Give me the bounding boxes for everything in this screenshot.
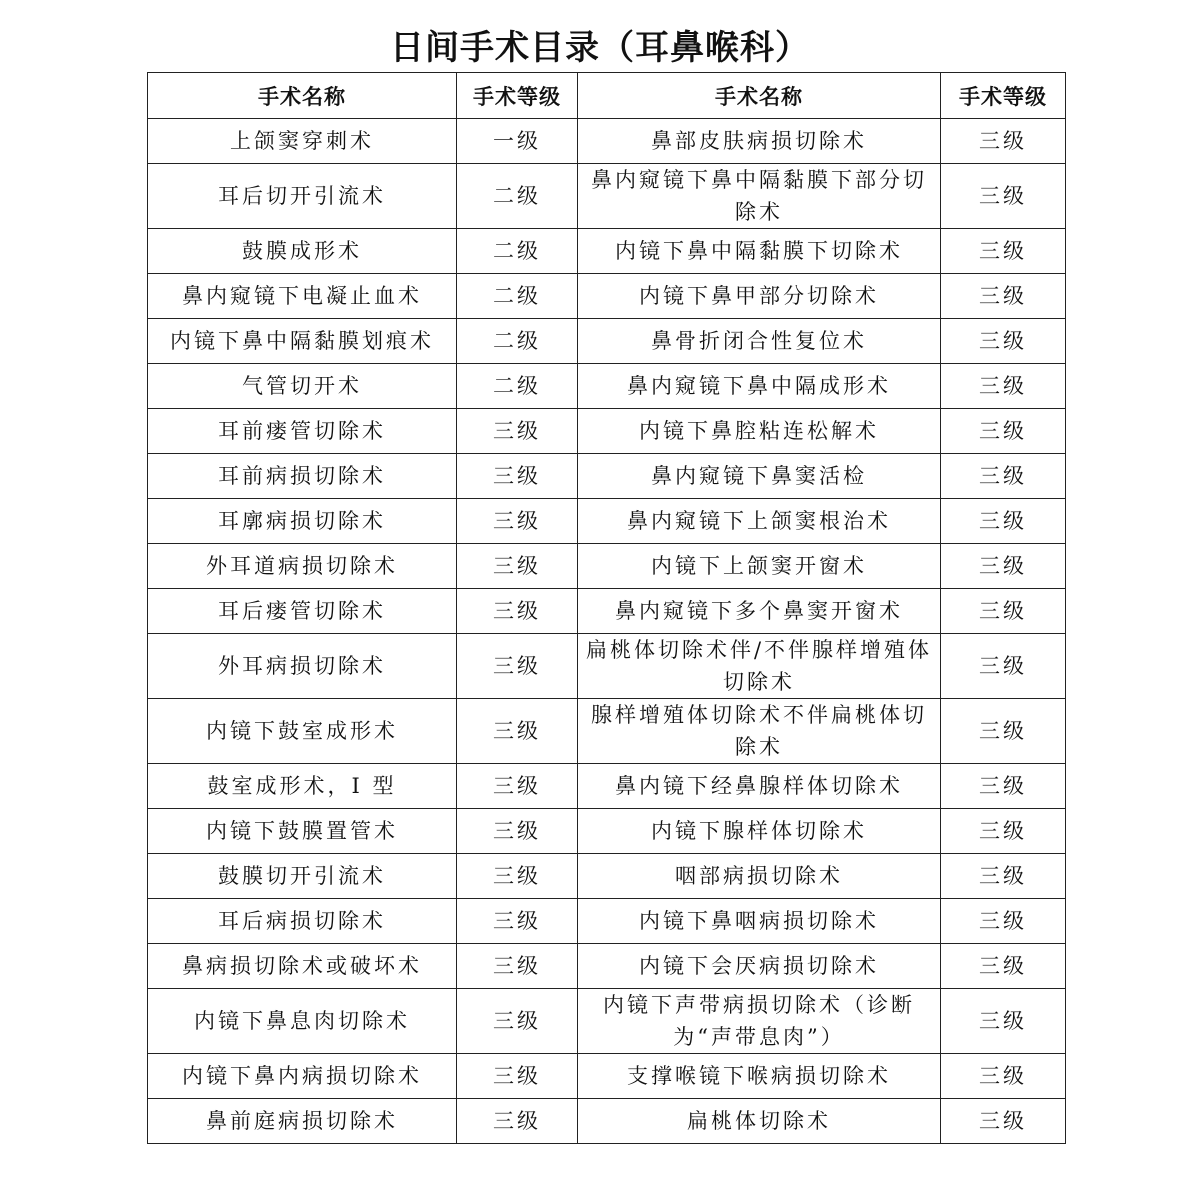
- surgery-level-cell: 三级: [941, 229, 1066, 274]
- table-row: [148, 119, 1066, 164]
- surgery-name-cell: 内镜下鼻内病损切除术: [148, 1054, 457, 1099]
- header-surgery-name-left: 手术名称: [148, 73, 457, 119]
- table-header-row: [148, 73, 1066, 119]
- surgery-name-cell: 耳前瘘管切除术: [148, 409, 457, 454]
- header-surgery-name-right: 手术名称: [578, 73, 941, 119]
- surgery-name-cell: 耳后病损切除术: [148, 899, 457, 944]
- surgery-name-cell: 内镜下腺样体切除术: [578, 809, 941, 854]
- surgery-name-cell: 鼻内窥镜下鼻中隔黏膜下部分切除术: [578, 164, 941, 229]
- surgery-name-cell: 内镜下鼻咽病损切除术: [578, 899, 941, 944]
- surgery-level-cell: 三级: [941, 544, 1066, 589]
- surgery-level-cell: 三级: [941, 809, 1066, 854]
- table-row: [148, 544, 1066, 589]
- surgery-name-cell: 扁桃体切除术伴/不伴腺样增殖体切除术: [578, 634, 941, 699]
- surgery-level-cell: 三级: [941, 944, 1066, 989]
- table-row: [148, 319, 1066, 364]
- surgery-level-cell: 三级: [457, 944, 578, 989]
- surgery-level-cell: 三级: [941, 854, 1066, 899]
- surgery-name-cell: 鼻内窥镜下多个鼻窦开窗术: [578, 589, 941, 634]
- surgery-level-cell: 一级: [457, 119, 578, 164]
- surgery-level-cell: 三级: [941, 764, 1066, 809]
- surgery-level-cell: 三级: [457, 699, 578, 764]
- surgery-name-cell: 耳后瘘管切除术: [148, 589, 457, 634]
- table-row: [148, 854, 1066, 899]
- table-row: [148, 764, 1066, 809]
- surgery-level-cell: 二级: [457, 364, 578, 409]
- surgery-level-cell: 三级: [941, 454, 1066, 499]
- surgery-name-cell: 内镜下声带病损切除术（诊断为“声带息肉”）: [578, 989, 941, 1054]
- surgery-name-cell: 鼓膜成形术: [148, 229, 457, 274]
- surgery-level-cell: 三级: [457, 1099, 578, 1144]
- surgery-name-cell: 内镜下鼻息肉切除术: [148, 989, 457, 1054]
- table-row: [148, 1054, 1066, 1099]
- table-row: [148, 589, 1066, 634]
- surgery-level-cell: 三级: [457, 854, 578, 899]
- surgery-name-cell: 耳前病损切除术: [148, 454, 457, 499]
- surgery-level-cell: 三级: [457, 499, 578, 544]
- surgery-name-cell: 鼻内窥镜下鼻中隔成形术: [578, 364, 941, 409]
- surgery-level-cell: 二级: [457, 164, 578, 229]
- surgery-name-cell: 咽部病损切除术: [578, 854, 941, 899]
- surgery-level-cell: 三级: [941, 164, 1066, 229]
- surgery-catalog-table: [147, 72, 1066, 1144]
- header-surgery-level-right: 手术等级: [941, 73, 1066, 119]
- surgery-level-cell: 三级: [457, 544, 578, 589]
- surgery-level-cell: 三级: [941, 499, 1066, 544]
- surgery-level-cell: 三级: [941, 274, 1066, 319]
- surgery-level-cell: 三级: [941, 409, 1066, 454]
- surgery-level-cell: 三级: [941, 899, 1066, 944]
- surgery-level-cell: 三级: [941, 589, 1066, 634]
- table-row: [148, 499, 1066, 544]
- surgery-level-cell: 三级: [457, 809, 578, 854]
- surgery-name-cell: 鼻内窥镜下鼻窦活检: [578, 454, 941, 499]
- surgery-level-cell: 三级: [457, 899, 578, 944]
- surgery-name-cell: 鼻内镜下经鼻腺样体切除术: [578, 764, 941, 809]
- surgery-level-cell: 三级: [457, 1054, 578, 1099]
- page-title: 日间手术目录（耳鼻喉科）: [390, 28, 810, 68]
- surgery-level-cell: 三级: [941, 1099, 1066, 1144]
- surgery-name-cell: 内镜下鼓膜置管术: [148, 809, 457, 854]
- table-row: [148, 454, 1066, 499]
- surgery-level-cell: 二级: [457, 319, 578, 364]
- table-row: [148, 164, 1066, 229]
- surgery-level-cell: 二级: [457, 229, 578, 274]
- surgery-name-cell: 外耳道病损切除术: [148, 544, 457, 589]
- surgery-name-cell: 腺样增殖体切除术不伴扁桃体切除术: [578, 699, 941, 764]
- table-row: [148, 944, 1066, 989]
- table-row: [148, 989, 1066, 1054]
- header-surgery-level-left: 手术等级: [457, 73, 578, 119]
- surgery-name-cell: 支撑喉镜下喉病损切除术: [578, 1054, 941, 1099]
- surgery-name-cell: 内镜下会厌病损切除术: [578, 944, 941, 989]
- surgery-name-cell: 鼻骨折闭合性复位术: [578, 319, 941, 364]
- surgery-name-cell: 鼻内窥镜下上颌窦根治术: [578, 499, 941, 544]
- surgery-level-cell: 三级: [457, 454, 578, 499]
- surgery-name-cell: 外耳病损切除术: [148, 634, 457, 699]
- table-row: [148, 364, 1066, 409]
- surgery-name-cell: 扁桃体切除术: [578, 1099, 941, 1144]
- surgery-level-cell: 三级: [941, 634, 1066, 699]
- surgery-level-cell: 三级: [941, 364, 1066, 409]
- table-row: [148, 699, 1066, 764]
- table-row: [148, 274, 1066, 319]
- surgery-name-cell: 内镜下鼻腔粘连松解术: [578, 409, 941, 454]
- surgery-level-cell: 三级: [941, 699, 1066, 764]
- surgery-level-cell: 三级: [457, 589, 578, 634]
- table-row: [148, 409, 1066, 454]
- surgery-level-cell: 三级: [457, 989, 578, 1054]
- surgery-name-cell: 内镜下上颌窦开窗术: [578, 544, 941, 589]
- surgery-name-cell: 鼻内窥镜下电凝止血术: [148, 274, 457, 319]
- surgery-name-cell: 内镜下鼻中隔黏膜下切除术: [578, 229, 941, 274]
- surgery-level-cell: 三级: [457, 634, 578, 699]
- surgery-name-cell: 内镜下鼻中隔黏膜划痕术: [148, 319, 457, 364]
- surgery-level-cell: 三级: [457, 409, 578, 454]
- table-row: [148, 899, 1066, 944]
- surgery-level-cell: 三级: [941, 119, 1066, 164]
- surgery-level-cell: 三级: [941, 1054, 1066, 1099]
- surgery-level-cell: 三级: [941, 319, 1066, 364]
- surgery-name-cell: 鼻部皮肤病损切除术: [578, 119, 941, 164]
- surgery-name-cell: 上颌窦穿刺术: [148, 119, 457, 164]
- surgery-level-cell: 三级: [941, 989, 1066, 1054]
- surgery-name-cell: 鼓膜切开引流术: [148, 854, 457, 899]
- surgery-level-cell: 三级: [457, 764, 578, 809]
- surgery-name-cell: 内镜下鼓室成形术: [148, 699, 457, 764]
- surgery-name-cell: 气管切开术: [148, 364, 457, 409]
- surgery-name-cell: 鼻病损切除术或破坏术: [148, 944, 457, 989]
- surgery-name-cell: 耳廓病损切除术: [148, 499, 457, 544]
- surgery-name-cell: 内镜下鼻甲部分切除术: [578, 274, 941, 319]
- table-row: [148, 809, 1066, 854]
- surgery-name-cell: 鼓室成形术，I 型: [148, 764, 457, 809]
- surgery-name-cell: 耳后切开引流术: [148, 164, 457, 229]
- table-row: [148, 634, 1066, 699]
- surgery-level-cell: 二级: [457, 274, 578, 319]
- table-row: [148, 229, 1066, 274]
- surgery-name-cell: 鼻前庭病损切除术: [148, 1099, 457, 1144]
- table-row: [148, 1099, 1066, 1144]
